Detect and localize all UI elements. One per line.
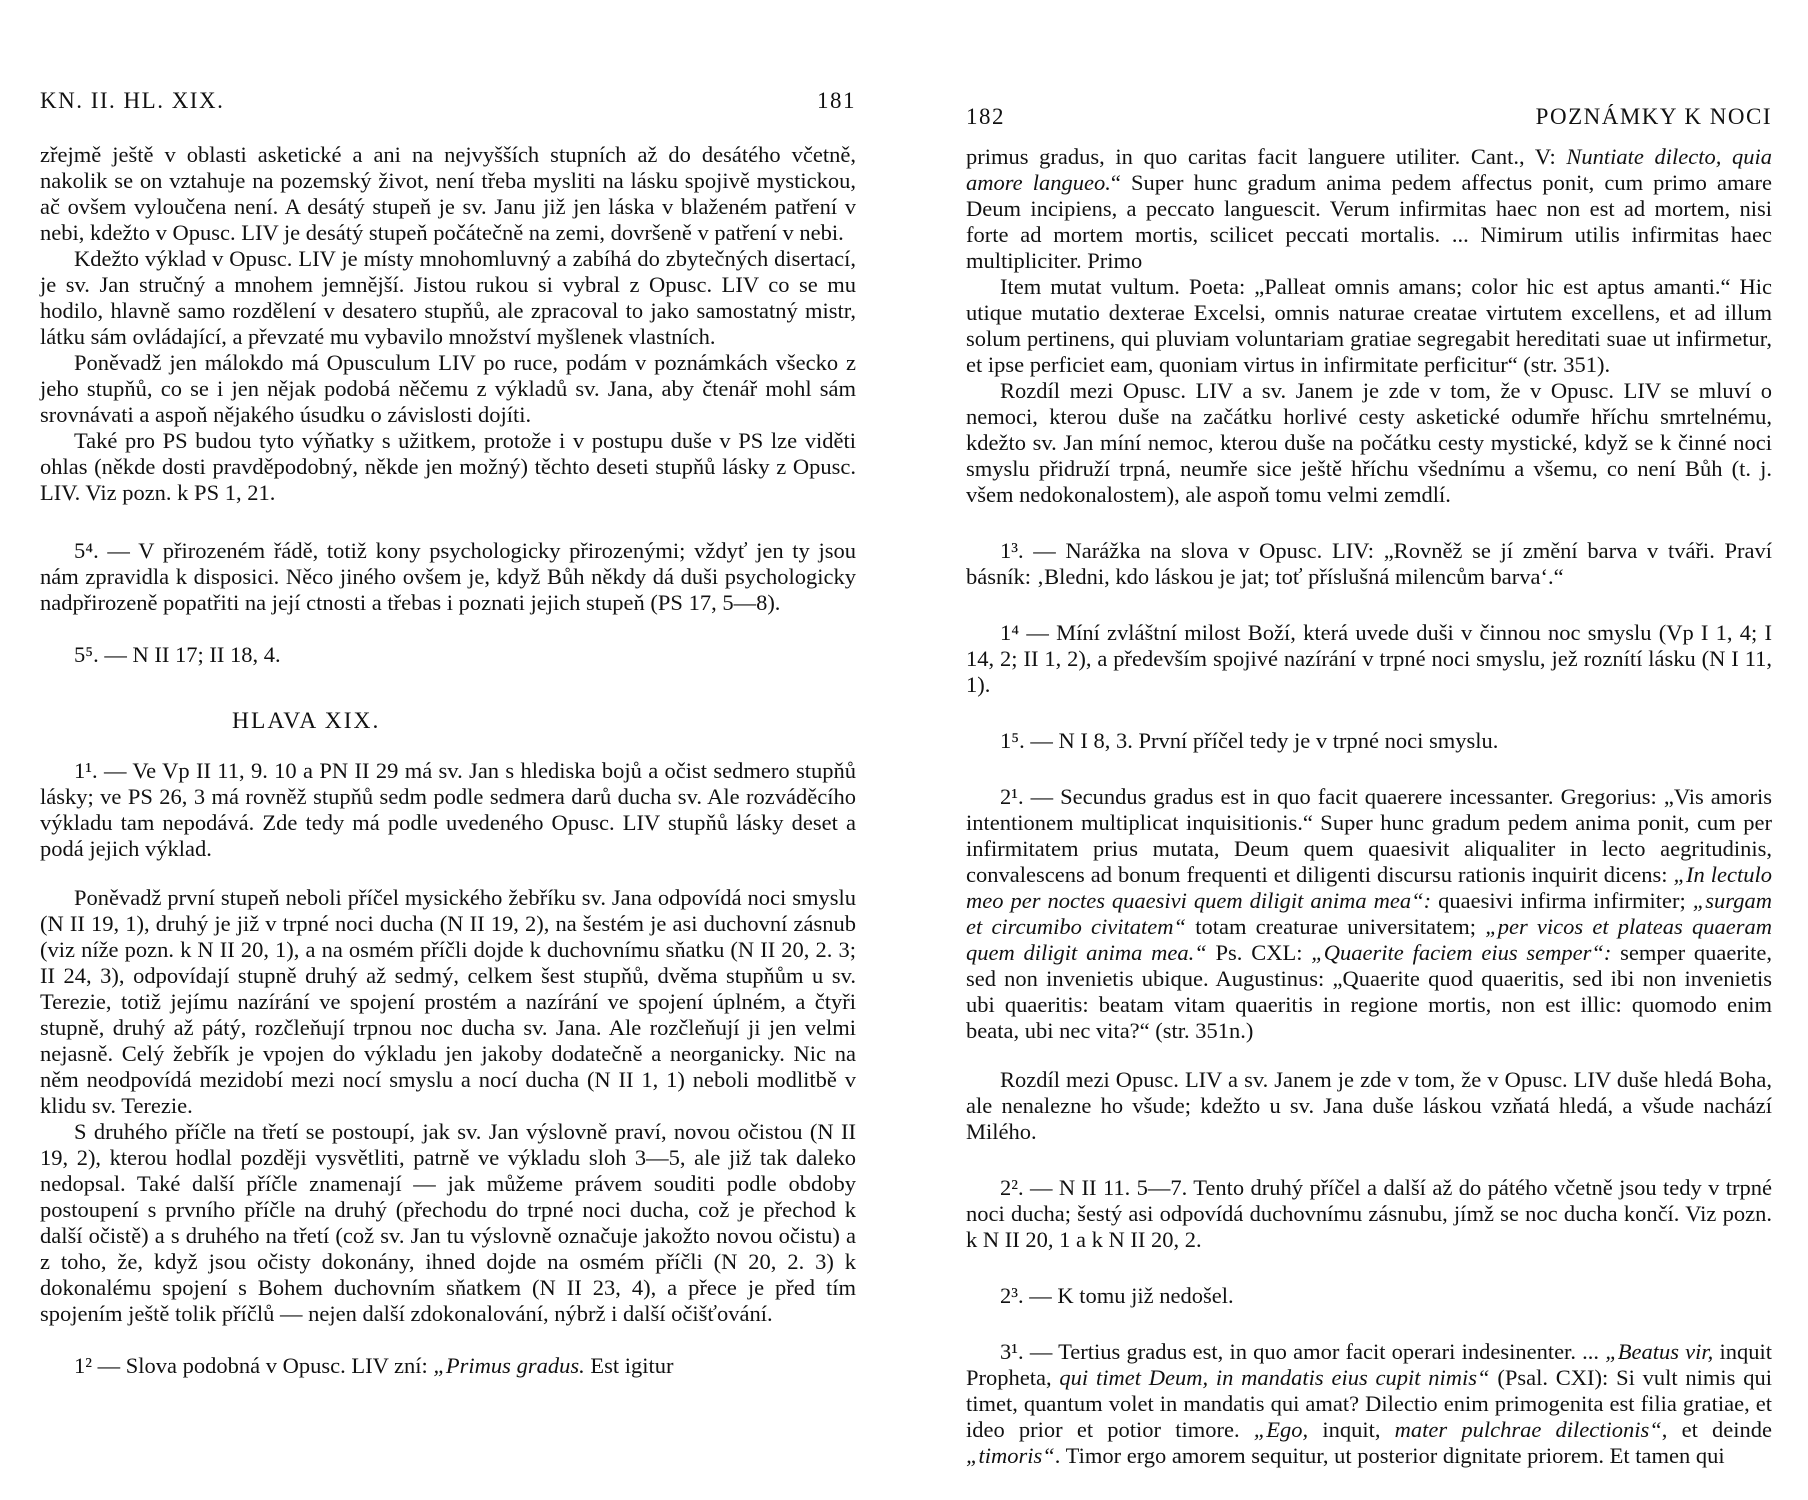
paragraph: Poněvadž jen málokdo má Opusculum LIV po ruce, podám v poznámkách všecko z jeho stupňů, co se i jen nějak podobá něčemu z výkladů sv. Jana, aby čtenář mohl sám srovnávati a aspoň nějakého úsudku o závislosti dojíti.	[40, 350, 856, 427]
note-italic: „Beatus vir,	[1605, 1338, 1714, 1364]
note-italic: „In lectulo meo per noctes quaesivi quem diligit anima mea“:	[966, 862, 1772, 913]
note-text: 1² — Slova podobná v Opusc. LIV zní:	[74, 1352, 434, 1378]
note-italic: „timoris“	[966, 1442, 1055, 1468]
right-body	[966, 144, 1772, 1469]
running-head-title: KN. II. HL. XIX.	[40, 88, 225, 113]
page-number: 181	[817, 88, 856, 113]
note-text: totam creaturae universitatem;	[1186, 914, 1486, 939]
footnote	[40, 1353, 856, 1379]
note-text: 3¹. — Tertius gradus est, in quo amor facit operari indesinenter. ...	[1000, 1338, 1606, 1364]
footnote	[966, 784, 1772, 1044]
footnote: 2². — N II 11. 5—7. Tento druhý příčel a další až do pátého včetně jsou tedy v trpné noci ducha; šestý asi odpovídá duchovnímu zásnubu, jímž se noc ducha končí. Viz pozn. k N II 20, 1 a k N II 20, 2.	[966, 1174, 1772, 1252]
right-page	[966, 88, 1772, 1491]
footnote: 5⁴. — V přirozeném řádě, totiž kony psychologicky přirozenými; vždyť jen ty jsou nám zpravidla k disposici. Něco jiného ovšem je, když Bůh někdy dá duši psychologicky nadpřirozeně popatřiti na její ctnosti a třebas i poznati jejich stupeň (PS 17, 5—8).	[40, 538, 856, 615]
note-text: inquit Propheta,	[966, 1338, 1772, 1390]
footnote: 2³. — K tomu již nedošel.	[1000, 1282, 1234, 1308]
footnote: 1³. — Narážka na slova v Opusc. LIV: „Rovněž se jí změní barva v tváři. Praví básník: ‚Bledni, kdo láskou je jat; toť příslušná milencům barva‘.“	[966, 538, 1772, 589]
right-running-header	[966, 104, 1772, 130]
note-text: quaesivi infirma infirmiter;	[1431, 888, 1693, 913]
footnote	[966, 1339, 1772, 1469]
footnote: 1⁴ — Míní zvláštní milost Boží, která uvede duši v činnou noc smyslu (Vp I 1, 4; I 14, 2; II 1, 2), a především spojivé nazírání v trpné noci smyslu, jež roznítí lásku (N I 11, 1).	[966, 620, 1772, 697]
note-italic: mater pulchrae dilectionis“	[1394, 1416, 1662, 1442]
paragraph: zřejmě ještě v oblasti asketické a ani na nejvyšších stupních až do desátého včetně, nakolik se on vztahuje na pozemský život, není třeba mysliti na lásku spojivě mystickou, ač ovšem vyloučena není. A desátý stupeň je sv. Janu již jen láska v blaženém patření v nebi, kdežto v Opusc. LIV je desátý stupeň počátečně na zemi, dovršeně v patření v nebi.	[40, 142, 856, 245]
note-italic: „Primus gradus.	[433, 1352, 585, 1378]
paragraph: Také pro PS budou tyto výňatky s užitkem, protože i v postupu duše v PS lze viděti ohlas (někde dosti pravděpodobný, někde jen možný) těchto deseti stupňů lásky z Opusc. LIV. Viz pozn. k PS 1, 21.	[40, 428, 856, 505]
note-text: . Timor ergo amorem sequitur, ut posterior dignitate priorem. Et tamen qui	[1054, 1442, 1725, 1468]
left-page	[40, 88, 856, 1401]
latin-text: primus gradus, in quo caritas facit languere utiliter. Cant., V:	[966, 144, 1567, 169]
left-body	[40, 142, 856, 1379]
note-text: , et deinde	[1661, 1416, 1772, 1442]
footnote: 1⁵. — N I 8, 3. První příčel tedy je v trpné noci smyslu.	[1000, 728, 1499, 753]
latin-text: “ Super hunc gradum anima pedem affectus ponit, cum primo amare Deum incipiens, a peccato languescit. Verum infirmitas haec non est ad mortem, nisi forte ad mortem mortis, scilicet peccati mortalis. ... Nimirum utilis infirmitas haec multipliciter. Primo	[966, 170, 1772, 273]
paragraph: Poněvadž první stupeň neboli příčel mysického žebříku sv. Jana odpovídá noci smyslu (N II 19, 1), druhý je již v trpné noci ducha (N II 19, 2), na šestém je asi duchovní zásnub (viz níže pozn. k N II 20, 1), a na osmém příčli dojde k duchovnímu sňatku (N II 20, 2. 3; II 24, 3), odpovídají stupně druhý až sedmý, celkem šest stupňů, dvěma stupňům u sv. Terezie, totiž jejímu nazírání ve spojení prostém a nazírání ve spojení úplném, a čtyři stupně, druhý až pátý, rozčleňují trpnou noc ducha sv. Jana. Ale rozčleňují ji jen velmi nejasně. Celý žebřík je vpojen do výkladu jen jakoby dodatečně a neorganicky. Nic na něm neodpovídá mezidobí mezi nocí smyslu a nocí ducha (N II 1, 1) neboli modlitbě v klidu sv. Terezie.	[40, 884, 856, 1118]
paragraph: S druhého příčle na třetí se postoupí, jak sv. Jan výslovně praví, novou očistou (N II 19, 2), kterou hodlal později vysvětliti, patrně ve výkladu sloh 3—5, ale již tak daleko nedopsal. Také další příčle znamenají — jak můžeme právem souditi podle obdoby postoupení s prvního příčle na druhý (přechodu do trpné noci ducha, což je přechod k další očistě) a s druhého na třetí (což sv. Jan tu výslovně označuje jakožto novou očistu) a z toho, že, když jsou očisty dokonány, ihned dojde na osmém příčli (N 20, 2. 3) k dokonalému spojení s Bohem duchovním sňatkem (N II 23, 4), a přece je před tím spojením ještě tolik příčlů — nejen další zdokonalování, nýbrž i další očišťování.	[40, 1118, 856, 1326]
note-italic: qui timet Deum, in mandatis eius cupit nimis“	[1059, 1364, 1490, 1390]
footnote: 1¹. — Ve Vp II 11, 9. 10 a PN II 29 má sv. Jan s hlediska bojů a očist sedmero stupňů lásky; ve PS 26, 3 má rovněž stupňů sedm podle sedmera darů ducha sv. Ale rozváděcího výkladu tam nepodává. Zde tedy má podle uvedeného Opusc. LIV stupňů lásky deset a podá jejich výklad.	[40, 758, 856, 861]
note-italic: „surgam et circumibo civitatem“	[966, 888, 1772, 939]
paragraph: Kdežto výklad v Opusc. LIV je místy mnohomluvný a zabíhá do zbytečných disertací, je sv. Jan stručný a mnohem jemnější. Jistou rukou si vybral z Opusc. LIV co se mu hodilo, hlavně samo rozdělení v desatero stupňů, ale zpracoval to jako samostatný mistr, látku sám ovládající, a převzaté mu vybavilo množství myšlenek vlastních.	[40, 246, 856, 349]
note-text: 2¹. — Secundus gradus est in quo facit quaerere incessanter. Gregorius: „Vis amoris intentionem multiplicat inquisitionis.“ Super hunc gradum pedem anima ponit, cum per infirmitatem prius mutata, Deum quem quaesivit aliqualiter in lecto aegritudinis, convalescens ad bonum frequenti et diligenti discursu rationis inquirit dicens:	[966, 784, 1772, 887]
note-text: inquit,	[1308, 1416, 1395, 1442]
paragraph: Item mutat vultum. Poeta: „Palleat omnis amans; color hic est aptus amanti.“ Hic utique mutatio dexterae Excelsi, omnis naturae creatae virtutem excellens, et ad illum solum pertinens, qui pluviam voluntariam gratiae segregabit hereditati suae ut infirmetur, et ipse perficiet eam, quoniam virtus in infirmitate perficitur“ (str. 351).	[966, 274, 1772, 377]
note-text: (Psal. CXI): Si vult nimis qui timet, quantum volet in mandatis qui amat? Dilectio enim primogenita est filia gratiae, et ideo prior et potior timore.	[966, 1364, 1772, 1442]
running-head-title: POZNÁMKY K NOCI	[1535, 104, 1772, 129]
paragraph: Rozdíl mezi Opusc. LIV a sv. Janem je zde v tom, že v Opusc. LIV se mluví o nemoci, kterou duše na začátku horlivé cesty asketické odumře hříchu smrtelnému, kdežto sv. Jan míní nemoc, kterou duše na počátku cesty mystické, když se k činné noci smyslu přidruží trpná, neumře sice ještě hříchu všednímu a všemu, co není Bůh (t. j. všem nedokonalostem), ale aspoň tomu velmi zemdlí.	[966, 378, 1772, 507]
page-number: 182	[966, 104, 1005, 129]
latin-italic: Nuntiate dilecto, quia amore langueo.	[966, 144, 1772, 195]
footnote: 5⁵. — N II 17; II 18, 4.	[74, 642, 281, 667]
paragraph: Rozdíl mezi Opusc. LIV a sv. Janem je zde v tom, že v Opusc. LIV duše hledá Boha, ale nenalezne ho všude; kdežto u sv. Jana duše láskou vzňatá hledá, a všude nachází Milého.	[966, 1066, 1772, 1144]
note-text: Ps. CXL:	[1206, 940, 1312, 965]
chapter-heading: HLAVA XIX.	[232, 708, 381, 734]
paragraph	[966, 144, 1772, 274]
left-running-header	[40, 88, 856, 114]
note-italic: „Quaerite faciem eius semper“:	[1311, 940, 1612, 965]
note-italic: „per vicos et plateas quaeram quem diligit anima mea.“	[966, 914, 1772, 965]
note-text: Est igitur	[584, 1352, 674, 1378]
note-italic: „Ego,	[1253, 1416, 1309, 1442]
note-text: semper quaerite, sed non invenietis ubique. Augustinus: „Quaerite quod quaeritis, sed ibi non invenietis ubi quaeritis: beatam vitam quaeritis in regione mortis, non est illic: quomodo enim beata, ubi nec vita?“ (str. 351n.)	[966, 940, 1772, 1043]
